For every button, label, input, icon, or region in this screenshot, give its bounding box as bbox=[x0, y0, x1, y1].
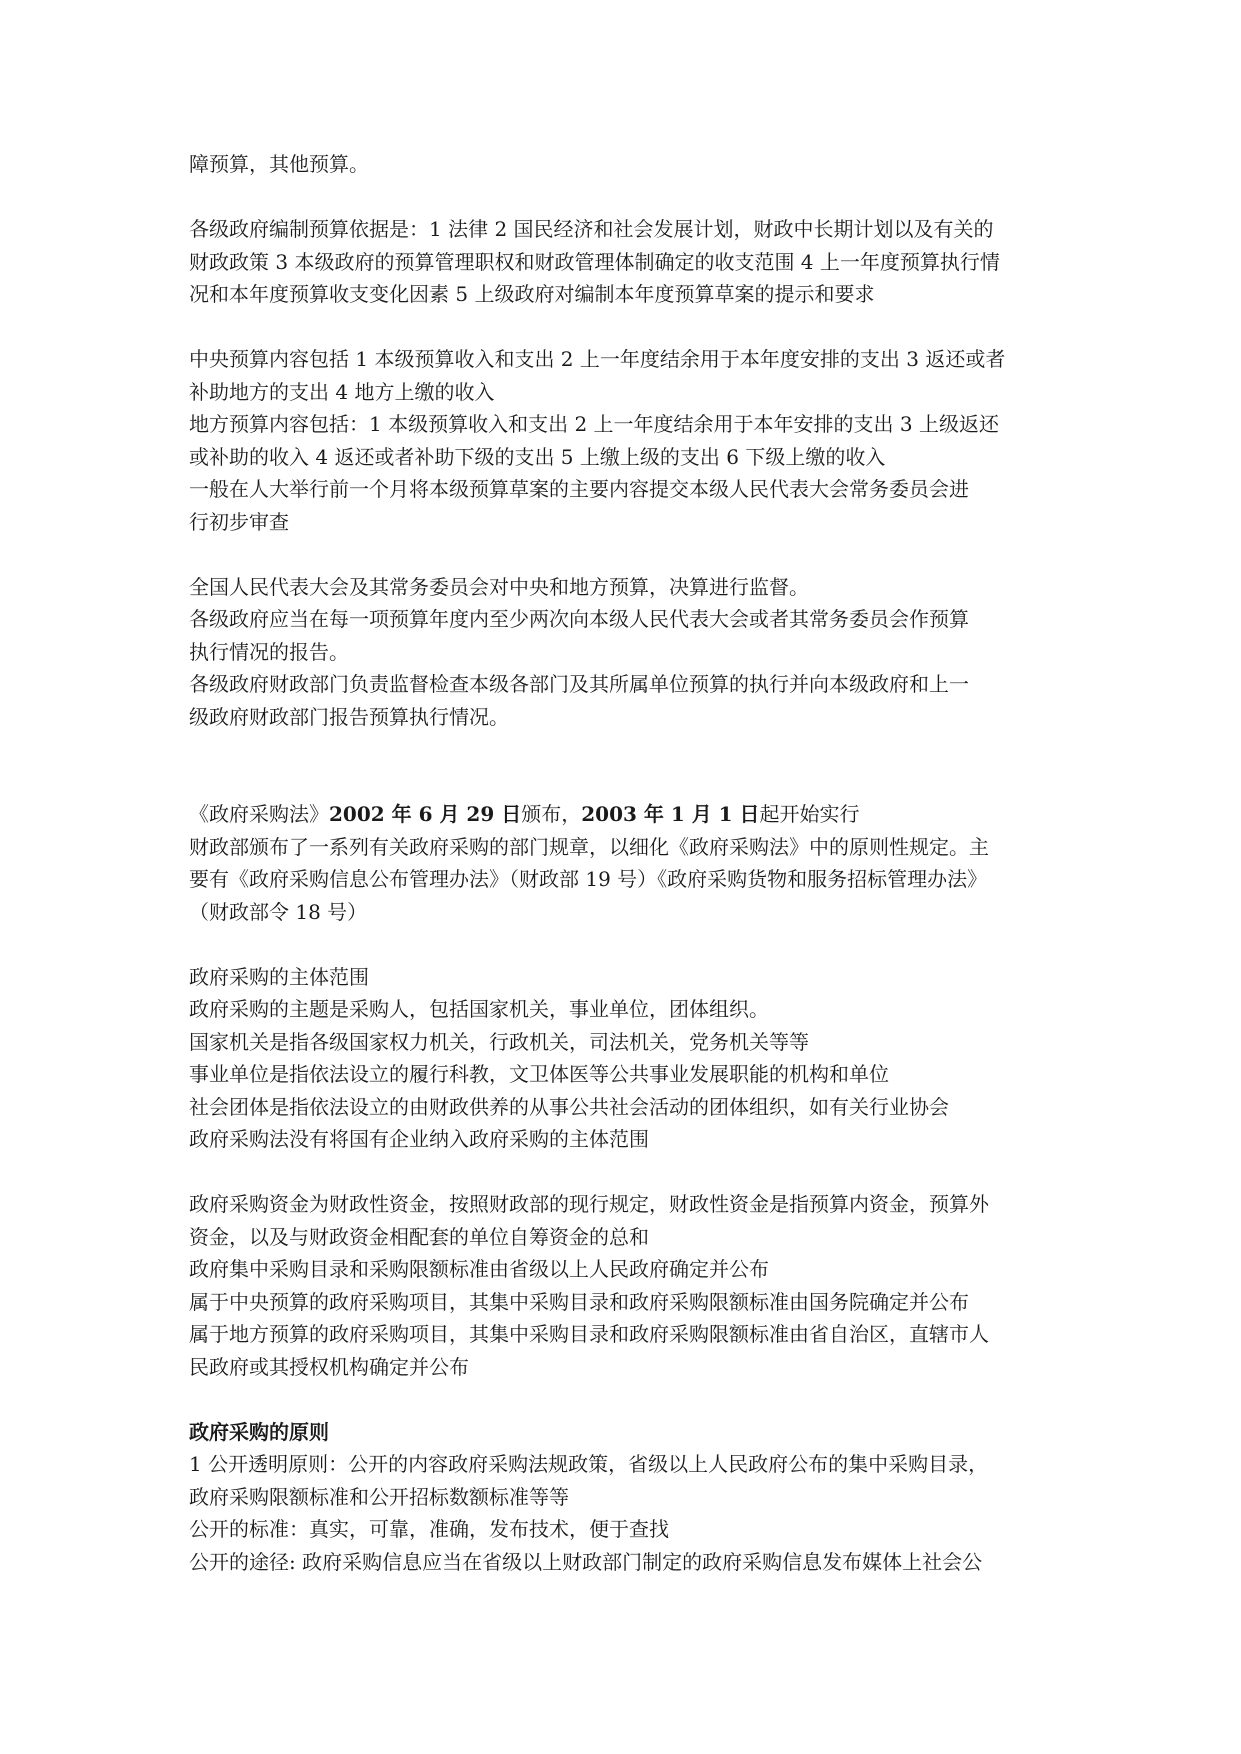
section-heading: 政府采购的原则 bbox=[189, 1419, 329, 1444]
text-line: 民政府或其授权机构确定并公布 bbox=[189, 1354, 469, 1379]
law-title: 《政府采购法》 bbox=[189, 802, 329, 826]
text-line: 政府采购限额标准和公开招标数额标准等等 bbox=[189, 1484, 569, 1509]
paragraph-budget-basis bbox=[189, 213, 1057, 311]
text-line: 属于中央预算的政府采购项目，其集中采购目录和政府采购限额标准由国务院确定并公布 bbox=[189, 1289, 969, 1314]
text-line: 社会团体是指依法设立的由财政供养的从事公共社会活动的团体组织，如有关行业协会 bbox=[189, 1094, 949, 1119]
text-line: 况和本年度预算收支变化因素 5 上级政府对编制本年度预算草案的提示和要求 bbox=[189, 282, 875, 306]
text-line: （财政部令 18 号） bbox=[189, 899, 368, 924]
text-line: 公开的途径: 政府采购信息应当在省级以上财政部门制定的政府采购信息发布媒体上社会公 bbox=[189, 1549, 983, 1574]
text-fragment: 起开始实行 bbox=[759, 802, 860, 826]
text-line: 或补助的收入 4 返还或者补助下级的支出 5 上缴上级的支出 6 下级上缴的收入 bbox=[189, 444, 886, 469]
text-line: 国家机关是指各级国家权力机关，行政机关，司法机关，党务机关等等 bbox=[189, 1029, 809, 1054]
text-line: 行初步审查 bbox=[189, 509, 289, 534]
text-line: 政府采购的主题是采购人，包括国家机关，事业单位，团体组织。 bbox=[189, 997, 769, 1021]
text-line: 执行情况的报告。 bbox=[189, 639, 349, 664]
text-line: 各级政府编制预算依据是：1 法律 2 国民经济和社会发展计划，财政中长期计划以及有关的 bbox=[189, 217, 994, 241]
text-line: 中央预算内容包括 1 本级预算收入和支出 2 上一年度结余用于本年度安排的支出 3 返还或者 bbox=[189, 347, 1006, 371]
text-line: 政府采购的主体范围 bbox=[189, 964, 369, 989]
text-line: 公开的标准：真实，可靠，准确，发布技术，便于查找 bbox=[189, 1517, 669, 1541]
text-line: 补助地方的支出 4 地方上缴的收入 bbox=[189, 379, 495, 404]
paragraph-gap bbox=[189, 181, 1057, 214]
paragraph-gap bbox=[189, 733, 1057, 798]
text-line: 级政府财政部门报告预算执行情况。 bbox=[189, 704, 509, 729]
paragraph-gap bbox=[189, 538, 1057, 571]
text-line: 各级政府应当在每一项预算年度内至少两次向本级人民代表大会或者其常务委员会作预算 bbox=[189, 607, 969, 631]
text-line: 各级政府财政部门负责监督检查本级各部门及其所属单位预算的执行并向本级政府和上一 bbox=[189, 672, 969, 696]
text-line: 属于地方预算的政府采购项目，其集中采购目录和政府采购限额标准由省自治区，直辖市人 bbox=[189, 1322, 989, 1346]
paragraph-budget-contents bbox=[189, 343, 1057, 538]
text-line: 事业单位是指依法设立的履行科教，文卫体医等公共事业发展职能的机构和单位 bbox=[189, 1062, 889, 1086]
text-line: 财政政策 3 本级政府的预算管理职权和财政管理体制确定的收支范围 4 上一年度预算执行情 bbox=[189, 249, 1000, 274]
paragraph-procurement-law bbox=[189, 798, 1057, 928]
text-line: 财政部颁布了一系列有关政府采购的部门规章，以细化《政府采购法》中的原则性规定。主 bbox=[189, 834, 989, 859]
paragraph-gap bbox=[189, 1156, 1057, 1189]
paragraph-procurement-funds bbox=[189, 1188, 1057, 1383]
text-line: 政府采购资金为财政性资金，按照财政部的现行规定，财政性资金是指预算内资金，预算外 bbox=[189, 1192, 989, 1216]
paragraph-gap bbox=[189, 311, 1057, 344]
text-line: 1 公开透明原则：公开的内容政府采购法规政策，省级以上人民政府公布的集中采购目录， bbox=[189, 1452, 989, 1476]
text-line: 政府采购法没有将国有企业纳入政府采购的主体范围 bbox=[189, 1127, 649, 1151]
text-line bbox=[189, 798, 1057, 831]
text-line: 地方预算内容包括：1 本级预算收入和支出 2 上一年度结余用于本年安排的支出 3 上级返还 bbox=[189, 412, 999, 436]
text-line: 全国人民代表大会及其常务委员会对中央和地方预算，决算进行监督。 bbox=[189, 574, 809, 599]
paragraph-procurement-principles bbox=[189, 1416, 1057, 1579]
text-line: 一般在人大举行前一个月将本级预算草案的主要内容提交本级人民代表大会常务委员会进 bbox=[189, 477, 969, 501]
document-page bbox=[189, 148, 1057, 1578]
text-line: 资金，以及与财政资金相配套的单位自筹资金的总和 bbox=[189, 1224, 649, 1249]
effective-date: 2003 年 1 月 1 日 bbox=[581, 802, 760, 826]
text-line: 障预算，其他预算。 bbox=[189, 152, 369, 176]
text-line: 政府集中采购目录和采购限额标准由省级以上人民政府确定并公布 bbox=[189, 1257, 769, 1281]
paragraph-gap bbox=[189, 1383, 1057, 1416]
promulgation-date: 2002 年 6 月 29 日 bbox=[329, 802, 522, 826]
paragraph-procurement-subjects bbox=[189, 961, 1057, 1156]
paragraph-gap bbox=[189, 928, 1057, 961]
text-line: 要有《政府采购信息公布管理办法》（财政部 19 号）《政府采购货物和服务招标管理办法》 bbox=[189, 867, 988, 891]
text-fragment: 颁布， bbox=[521, 802, 582, 826]
paragraph-supervision bbox=[189, 571, 1057, 734]
